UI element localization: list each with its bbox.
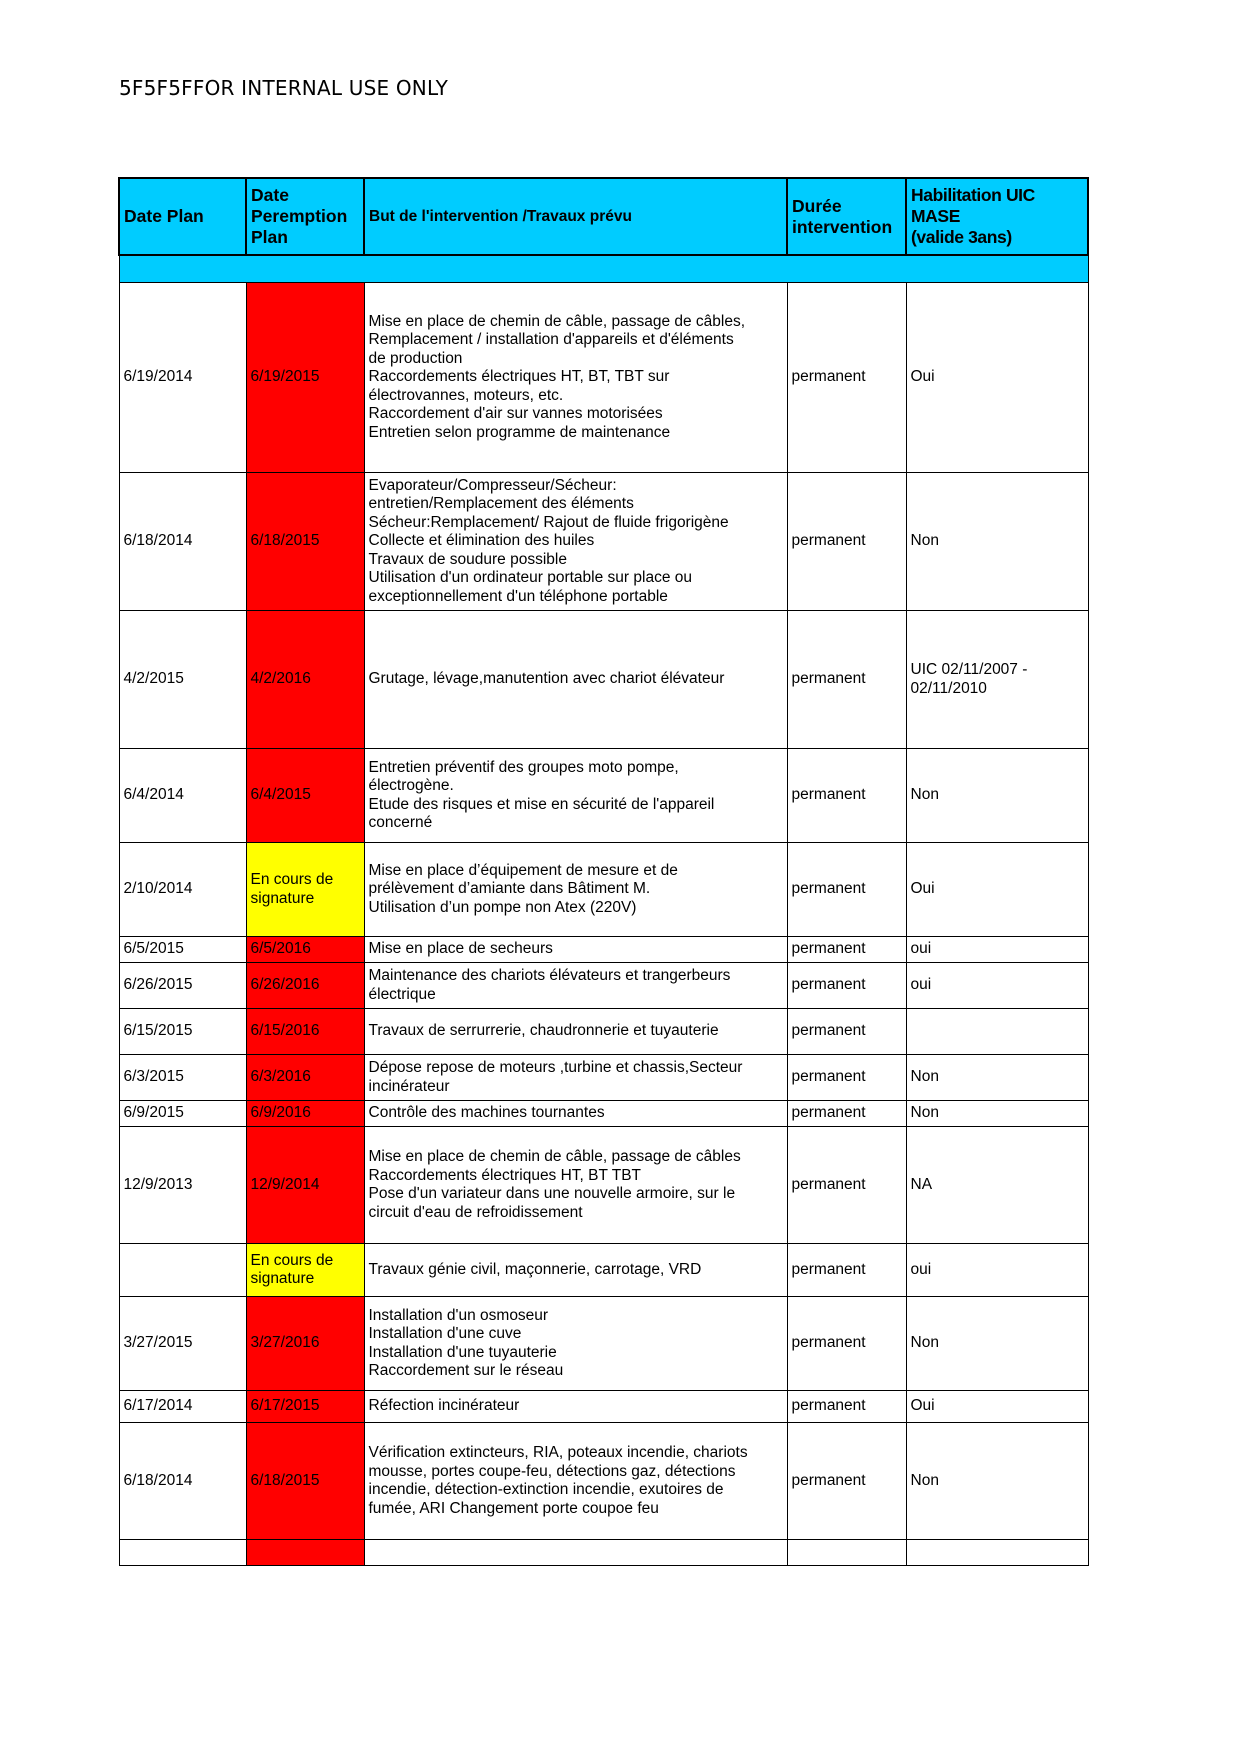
duree-cell: permanent xyxy=(787,749,906,843)
date-plan-cell: 3/27/2015 xyxy=(119,1297,246,1391)
but-line: Réfection incinérateur xyxy=(368,1397,520,1415)
habilitation-line: Oui xyxy=(910,1397,935,1415)
but-line: Entretien selon programme de maintenance xyxy=(368,423,671,441)
habilitation-line: oui xyxy=(910,940,932,958)
but-line: Mise en place de secheurs xyxy=(368,940,553,958)
date-peremption-cell: 6/3/2016 xyxy=(246,1055,364,1101)
habilitation-cell xyxy=(906,1055,1088,1101)
but-intervention-cell xyxy=(364,611,787,749)
date-peremption-cell: 6/19/2015 xyxy=(246,283,364,473)
date-peremption-cell: En cours de signature xyxy=(246,1244,364,1297)
date-peremption-cell: 6/17/2015 xyxy=(246,1391,364,1423)
table-row xyxy=(119,1540,1088,1566)
habilitation-line: Non xyxy=(910,1334,939,1352)
duree-cell: permanent xyxy=(787,1127,906,1244)
date-plan-cell: 6/9/2015 xyxy=(119,1101,246,1127)
date-plan-cell xyxy=(119,1540,246,1566)
but-line: Raccordements électriques HT, BT TBT xyxy=(368,1166,641,1184)
date-peremption-cell: 6/18/2015 xyxy=(246,1423,364,1540)
but-line: Raccordement d'air sur vannes motorisées xyxy=(368,405,663,423)
but-intervention-cell xyxy=(364,1055,787,1101)
habilitation-cell xyxy=(906,611,1088,749)
table-row xyxy=(119,1101,1088,1127)
duree-cell: permanent xyxy=(787,1055,906,1101)
date-plan-cell: 6/4/2014 xyxy=(119,749,246,843)
date-peremption-cell: 4/2/2016 xyxy=(246,611,364,749)
duree-cell: permanent xyxy=(787,963,906,1009)
table-row xyxy=(119,1009,1088,1055)
header-date-peremption: Date Peremption Plan xyxy=(246,178,364,255)
habilitation-line: 02/11/2010 xyxy=(910,679,987,697)
but-line: circuit d'eau de refroidissement xyxy=(368,1203,583,1221)
but-line: Pose d'un variateur dans une nouvelle armoire, sur le xyxy=(368,1185,736,1202)
but-intervention-cell xyxy=(364,1391,787,1423)
but-line: Installation d'une tuyauterie xyxy=(368,1343,557,1361)
date-plan-cell: 6/18/2014 xyxy=(119,1423,246,1540)
habilitation-line: NA xyxy=(910,1175,933,1193)
date-plan-cell: 6/19/2014 xyxy=(119,283,246,473)
date-peremption-cell: 12/9/2014 xyxy=(246,1127,364,1244)
habilitation-line: Non xyxy=(910,1471,939,1489)
but-line: Travaux de soudure possible xyxy=(368,550,567,568)
date-plan-cell: 6/3/2015 xyxy=(119,1055,246,1101)
duree-cell: permanent xyxy=(787,283,906,473)
but-line: fumée, ARI Changement porte coupoe feu xyxy=(368,1499,659,1517)
but-intervention-cell xyxy=(364,1009,787,1055)
but-line: concerné xyxy=(368,814,433,831)
duree-cell: permanent xyxy=(787,473,906,611)
date-plan-cell xyxy=(119,1244,246,1297)
date-plan-cell: 6/18/2014 xyxy=(119,473,246,611)
habilitation-cell xyxy=(906,749,1088,843)
but-intervention-cell xyxy=(364,1101,787,1127)
table-row xyxy=(119,1297,1088,1391)
but-intervention-cell xyxy=(364,1127,787,1244)
date-plan-cell: 12/9/2013 xyxy=(119,1127,246,1244)
duree-cell: permanent xyxy=(787,1244,906,1297)
duree-cell xyxy=(787,1540,906,1566)
but-line: Mise en place de chemin de câble, passage de câbles xyxy=(368,1148,741,1165)
but-line: Remplacement / installation d'appareils et d'éléments xyxy=(368,331,734,349)
table-row xyxy=(119,749,1088,843)
but-line: Raccordements électriques HT, BT, TBT sur xyxy=(368,368,670,386)
habilitation-cell xyxy=(906,1540,1088,1566)
but-line: Mise en place de chemin de câble, passage de câbles, xyxy=(368,312,746,330)
but-line: Utilisation d'un ordinateur portable sur place ou xyxy=(368,569,692,587)
but-line: électrovannes, moteurs, etc. xyxy=(368,386,564,404)
date-peremption-cell: 6/5/2016 xyxy=(246,937,364,963)
but-line: incendie, détection-extinction incendie, exutoires de xyxy=(368,1481,724,1498)
but-line: Maintenance des chariots élévateurs et trangerbeurs xyxy=(368,967,731,984)
table-row xyxy=(119,473,1088,611)
but-line: Installation d'un osmoseur xyxy=(368,1306,549,1324)
duree-cell: permanent xyxy=(787,937,906,963)
but-line: Etude des risques et mise en sécurité de l'appareil xyxy=(368,795,715,813)
habilitation-cell xyxy=(906,473,1088,611)
internal-use-watermark: 5F5F5FFOR INTERNAL USE ONLY xyxy=(119,76,449,100)
duree-cell: permanent xyxy=(787,1391,906,1423)
date-peremption-cell: 6/4/2015 xyxy=(246,749,364,843)
but-intervention-cell xyxy=(364,937,787,963)
table-row xyxy=(119,963,1088,1009)
duree-cell: permanent xyxy=(787,1009,906,1055)
but-intervention-cell xyxy=(364,1540,787,1566)
habilitation-cell xyxy=(906,283,1088,473)
date-plan-cell: 2/10/2014 xyxy=(119,843,246,937)
habilitation-line: Non xyxy=(910,532,939,550)
but-intervention-cell xyxy=(364,1297,787,1391)
but-intervention-cell xyxy=(364,963,787,1009)
header-band xyxy=(119,255,1088,283)
habilitation-cell xyxy=(906,1101,1088,1127)
habilitation-line: Oui xyxy=(910,368,935,386)
table-row xyxy=(119,1055,1088,1101)
intervention-plan-table xyxy=(118,177,1089,1566)
habilitation-line: Non xyxy=(910,1068,939,1086)
habilitation-line: Oui xyxy=(910,880,935,898)
table-header-row xyxy=(119,178,1088,255)
habilitation-line: Non xyxy=(910,1104,939,1122)
date-plan-cell: 4/2/2015 xyxy=(119,611,246,749)
table-row xyxy=(119,937,1088,963)
habilitation-cell xyxy=(906,1423,1088,1540)
duree-cell: permanent xyxy=(787,1423,906,1540)
but-line: Raccordement sur le réseau xyxy=(368,1362,564,1379)
but-line: entretien/Remplacement des éléments xyxy=(368,495,634,513)
duree-cell: permanent xyxy=(787,1297,906,1391)
header-habilitation: Habilitation UIC MASE (valide 3ans) xyxy=(906,178,1088,255)
table-row xyxy=(119,1127,1088,1244)
but-line: Mise en place d’équipement de mesure et de xyxy=(368,861,678,879)
habilitation-cell xyxy=(906,1391,1088,1423)
but-line: Sécheur:Remplacement/ Rajout de fluide frigorigène xyxy=(368,513,729,531)
date-peremption-cell: En cours de signature xyxy=(246,843,364,937)
date-peremption-cell: 6/18/2015 xyxy=(246,473,364,611)
table-row xyxy=(119,283,1088,473)
but-line: Dépose repose de moteurs ,turbine et chassis,Secteur xyxy=(368,1059,743,1076)
but-intervention-cell xyxy=(364,473,787,611)
but-line: incinérateur xyxy=(368,1077,450,1095)
but-line: Travaux de serrurrerie, chaudronnerie et tuyauterie xyxy=(368,1022,719,1040)
date-plan-cell: 6/5/2015 xyxy=(119,937,246,963)
table-row xyxy=(119,611,1088,749)
but-line: Entretien préventif des groupes moto pompe, xyxy=(368,758,679,776)
but-line: mousse, portes coupe-feu, détections gaz, détections xyxy=(368,1462,736,1480)
but-line: Evaporateur/Compresseur/Sécheur: xyxy=(368,476,617,494)
header-date-plan: Date Plan xyxy=(119,178,246,255)
table-row xyxy=(119,1391,1088,1423)
table-row xyxy=(119,1423,1088,1540)
header-duree: Durée intervention xyxy=(787,178,906,255)
but-line: Utilisation d’un pompe non Atex (220V) xyxy=(368,898,637,916)
habilitation-cell xyxy=(906,843,1088,937)
habilitation-line: Non xyxy=(910,786,939,804)
habilitation-cell xyxy=(906,1127,1088,1244)
habilitation-cell xyxy=(906,1297,1088,1391)
date-plan-cell: 6/26/2015 xyxy=(119,963,246,1009)
but-line: prélèvement d’amiante dans Bâtiment M. xyxy=(368,880,651,898)
date-peremption-cell: 6/15/2016 xyxy=(246,1009,364,1055)
date-peremption-cell: 6/9/2016 xyxy=(246,1101,364,1127)
but-line: Vérification extincteurs, RIA, poteaux incendie, chariots xyxy=(368,1444,748,1461)
but-intervention-cell xyxy=(364,843,787,937)
habilitation-line: oui xyxy=(910,1260,932,1278)
but-line: exceptionnellement d'un téléphone portable xyxy=(368,587,668,605)
table-row xyxy=(119,1244,1088,1297)
duree-cell: permanent xyxy=(787,611,906,749)
table-row xyxy=(119,843,1088,937)
but-line: électrogène. xyxy=(368,777,454,794)
but-line: Contrôle des machines tournantes xyxy=(368,1104,605,1122)
but-line: de production xyxy=(368,349,463,367)
header-band-row xyxy=(119,255,1088,283)
habilitation-cell xyxy=(906,1244,1088,1297)
header-but-intervention: But de l'intervention /Travaux prévu xyxy=(364,178,787,255)
habilitation-cell xyxy=(906,937,1088,963)
date-peremption-cell xyxy=(246,1540,364,1566)
but-intervention-cell xyxy=(364,1244,787,1297)
but-line: Collecte et élimination des huiles xyxy=(368,532,595,550)
but-intervention-cell xyxy=(364,283,787,473)
duree-cell: permanent xyxy=(787,1101,906,1127)
but-intervention-cell xyxy=(364,749,787,843)
but-line: Travaux génie civil, maçonnerie, carrotage, VRD xyxy=(368,1260,702,1278)
duree-cell: permanent xyxy=(787,843,906,937)
date-peremption-cell: 3/27/2016 xyxy=(246,1297,364,1391)
habilitation-line: oui xyxy=(910,976,932,994)
table-body xyxy=(119,283,1088,1566)
but-intervention-cell xyxy=(364,1423,787,1540)
date-plan-cell: 6/15/2015 xyxy=(119,1009,246,1055)
but-line: électrique xyxy=(368,985,436,1003)
but-line: Installation d'une cuve xyxy=(368,1325,522,1342)
date-plan-cell: 6/17/2014 xyxy=(119,1391,246,1423)
but-line: Grutage, lévage,manutention avec chariot élévateur xyxy=(368,670,725,688)
date-peremption-cell: 6/26/2016 xyxy=(246,963,364,1009)
habilitation-cell xyxy=(906,1009,1088,1055)
habilitation-cell xyxy=(906,963,1088,1009)
habilitation-line: UIC 02/11/2007 - xyxy=(910,661,1028,678)
